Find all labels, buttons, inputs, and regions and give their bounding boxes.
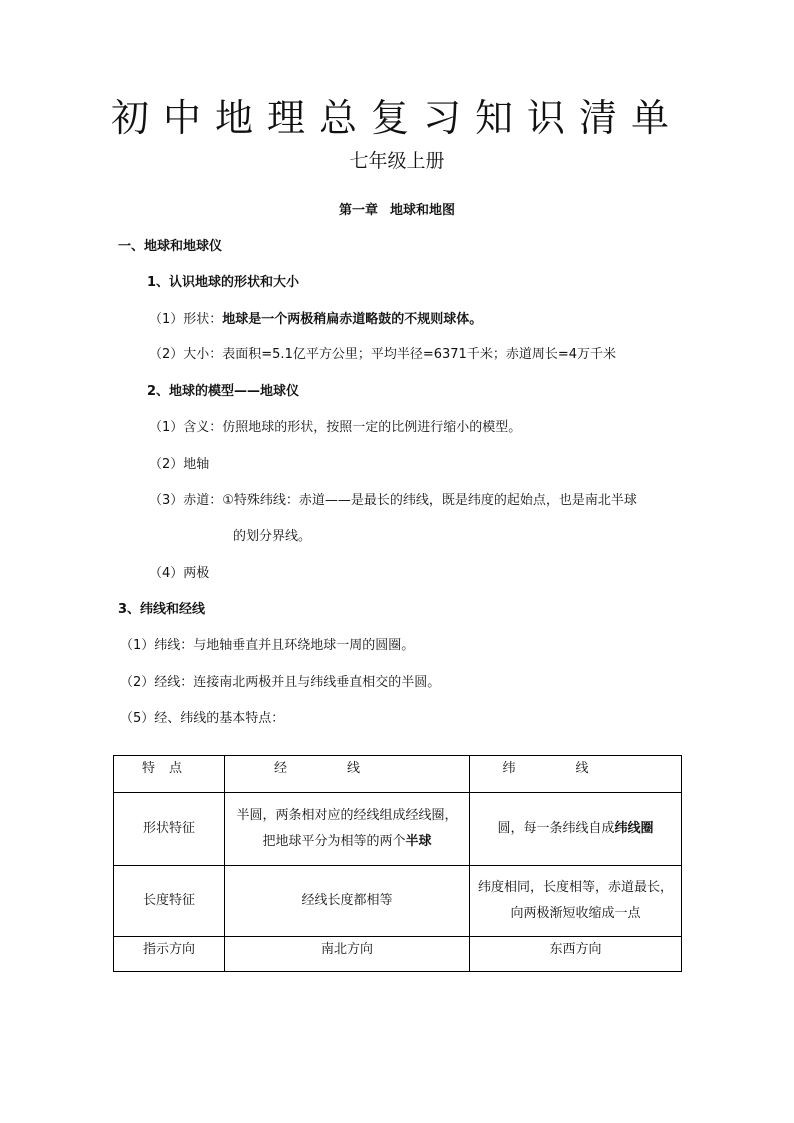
header-longitude: 经线 — [225, 756, 470, 793]
size-item: （2）大小：表面积=5.1亿平方公里；平均半径=6371千米；赤道周长=4万千米 — [149, 347, 616, 362]
page-subtitle: 七年级上册 — [349, 150, 445, 172]
chapter-heading — [0, 201, 794, 221]
longitude-cell: 南北方向 — [225, 937, 470, 972]
subsection-heading-1: 1、认识地球的形状和大小 — [147, 275, 300, 290]
section-heading-1: 一、地球和地球仪 — [118, 239, 223, 254]
chapter-name: 地球和地图 — [390, 203, 456, 218]
longitude-item: （2）经线：连接南北两极并且与纬线垂直相交的半圆。 — [120, 675, 441, 690]
table-row — [114, 866, 682, 937]
latitude-item: （1）纬线：与地轴垂直并且环绕地球一周的圆圈。 — [120, 638, 415, 653]
equator-item-continued: 的划分界线。 — [233, 529, 312, 544]
longitude-cell: 半圆，两条相对应的经线组成经线圈， 把地球平分为相等的两个半球 — [225, 793, 470, 866]
section-heading-3: 3、纬线和经线 — [118, 602, 206, 617]
table-row — [114, 793, 682, 866]
row-label: 长度特征 — [114, 866, 225, 937]
table-row — [114, 937, 682, 972]
features-table — [113, 755, 682, 972]
shape-text: 地球是一个两极稍扁赤道略鼓的不规则球体。 — [222, 312, 483, 327]
poles-item: （4）两极 — [149, 566, 210, 581]
subsection-heading-2: 2、地球的模型——地球仪 — [147, 384, 300, 399]
latitude-cell: 纬度相同，长度相等，赤道最长， 向两极渐短收缩成一点 — [470, 866, 682, 937]
latitude-cell: 东西方向 — [470, 937, 682, 972]
header-latitude: 纬线 — [470, 756, 682, 793]
features-item: （5）经、纬线的基本特点： — [120, 711, 285, 726]
header-feature: 特点 — [114, 756, 225, 793]
latitude-cell: 圆，每一条纬线自成纬线圈 — [470, 793, 682, 866]
equator-item: （3）赤道：①特殊纬线：赤道——是最长的纬线，既是纬度的起始点，也是南北半球 — [149, 493, 637, 508]
shape-label: （1）形状： — [149, 312, 223, 327]
axis-item: （2）地轴 — [149, 457, 210, 472]
longitude-cell: 经线长度都相等 — [225, 866, 470, 937]
row-label: 形状特征 — [114, 793, 225, 866]
meaning-item: （1）含义：仿照地球的形状，按照一定的比例进行缩小的模型。 — [149, 420, 522, 435]
row-label: 指示方向 — [114, 937, 225, 972]
chapter-number: 第一章 — [338, 203, 378, 218]
table-header-row — [114, 756, 682, 793]
shape-item — [149, 310, 482, 330]
page-title: 初中地理总复习知识清单 — [110, 96, 683, 140]
